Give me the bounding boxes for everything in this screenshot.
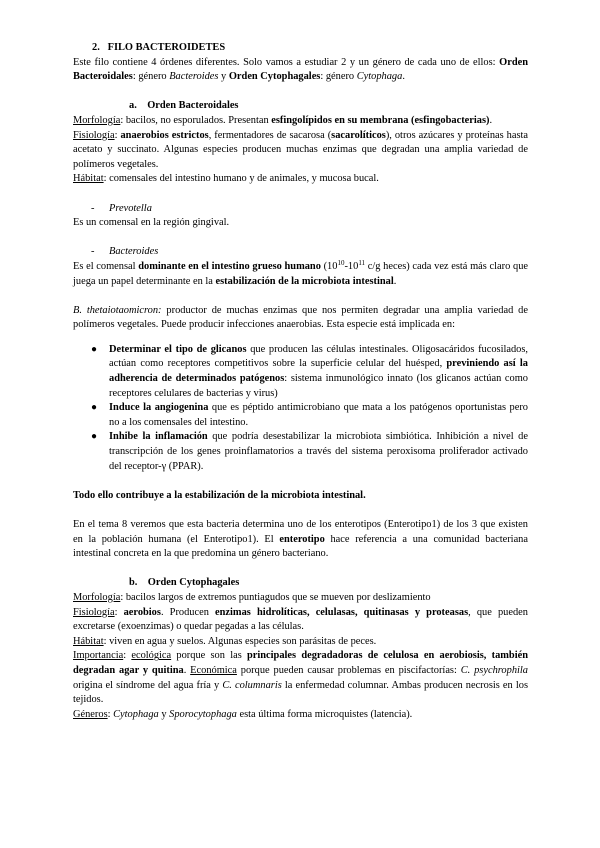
text: -10 <box>344 260 359 272</box>
bold-text: Induce la angiogenina <box>109 402 209 414</box>
superscript: 10 <box>337 258 345 267</box>
thetaiotaomicron-paragraph <box>73 304 528 333</box>
bold-text: enterotipo <box>279 533 325 545</box>
cytophagales-fisiologia <box>73 606 528 635</box>
bold-text: anaerobios estrictos <box>120 129 209 141</box>
bold-text: estabilización de la microbiota intestinal <box>215 275 394 287</box>
bullet-icon: ● <box>91 431 98 443</box>
genus-name: Prevotella <box>109 202 152 214</box>
text: que producen las células intestinales. Oligosacáridos fucosilados, actúan como receptores competitivos sobre la superficie celular del huésped, <box>109 343 528 370</box>
text: : <box>123 650 132 662</box>
text: que es péptido antimicrobiano que mata a los patógenos oportunistas pero no a los comensales del intestino. <box>109 402 528 428</box>
label-fisiologia: Fisiología <box>73 129 115 141</box>
text: . <box>489 114 493 126</box>
bold-text: enzimas hidrolíticas, celulasas, quitinasas y proteasas <box>215 606 469 618</box>
text: porque pueden causar problemas en piscifactorías: <box>236 664 461 676</box>
species-name: B. thetaiotaomicron: <box>73 304 162 316</box>
bullet-icon: ● <box>91 402 98 414</box>
species-name: C. columnaris <box>222 679 282 691</box>
genus-name: Sporocytophaga <box>169 708 237 720</box>
list-item-text <box>109 430 528 474</box>
section-heading <box>92 41 528 56</box>
intro-text: y <box>218 71 229 83</box>
document-page <box>73 41 528 722</box>
subsection-heading-cytophagales <box>129 576 528 591</box>
species-name: C. psychrophila <box>460 664 528 676</box>
intro-paragraph <box>73 56 528 85</box>
superscript: 11 <box>358 258 366 267</box>
subsection-letter: b. <box>129 577 138 589</box>
section-number: 2. <box>92 42 100 53</box>
bullet-icon: ● <box>91 343 98 355</box>
bold-text: previniendo así la adherencia de determinados patógenos <box>109 358 528 385</box>
intro-genus-cytophaga: Cytophaga <box>356 71 403 83</box>
text: : sistema inmunológico innato (los glicanos actúan como receptores celulares de bacterias y virus) <box>109 373 528 399</box>
text: , que pueden excretarse (exoenzimas) o quedar pegadas a las células. <box>73 606 528 633</box>
cytophagales-habitat <box>73 635 528 650</box>
bacteroides-description <box>73 260 528 289</box>
subsection-title: Orden Cytophagales <box>147 577 240 589</box>
section-title: FILO BACTEROIDETES <box>107 42 226 53</box>
text: y <box>158 708 170 720</box>
text: origina el síndrome del agua fría y <box>73 679 223 691</box>
list-item <box>91 343 528 401</box>
label-habitat: Hábitat <box>73 173 104 185</box>
enterotipo-paragraph <box>73 518 528 562</box>
underlined-text: ecológica <box>131 650 172 662</box>
dash-marker: - <box>91 246 95 258</box>
cytophagales-importancia <box>73 649 528 707</box>
text: : <box>114 606 124 618</box>
list-item <box>91 430 528 474</box>
text: : <box>107 708 114 720</box>
subsection-letter: a. <box>129 100 137 112</box>
dash-marker: - <box>91 202 95 214</box>
bold-text: aerobios <box>123 606 161 618</box>
cytophagales-morfologia <box>73 591 528 606</box>
text: . Producen <box>160 606 216 618</box>
text: productor de muchas enzimas que nos permiten degradar una amplia variedad de polímeros vegetales. Puede producir infecciones anaerobias. Esta especie está implicada en: <box>73 304 528 331</box>
intro-genus-bacteroides: Bacteroides <box>169 71 219 83</box>
label-morfologia: Morfología <box>73 591 121 603</box>
label-generos: Géneros <box>73 708 108 720</box>
bold-text: Inhibe la inflamación <box>109 431 208 443</box>
subsection-heading-bacteroidales <box>129 99 528 114</box>
label-importancia: Importancia <box>73 650 124 662</box>
text: , fermentadores de sacarosa ( <box>208 129 332 141</box>
bold-text: esfingolípidos en su membrana (esfingobacterias) <box>271 114 490 126</box>
bacteroidales-morfologia <box>73 114 528 129</box>
conclusion <box>73 489 528 504</box>
label-morfologia: Morfología <box>73 114 121 126</box>
text: hace referencia a una comunidad bacteriana intestinal concreta en la que predomina un género bacteriano. <box>73 533 528 560</box>
intro-text: . <box>402 71 405 83</box>
genus-name: Cytophaga <box>113 708 159 720</box>
bold-text: principales degradadoras de celulosa en aerobiosis, también degradan agar y quitina <box>73 650 528 676</box>
label-fisiologia: Fisiología <box>73 606 115 618</box>
text: Es el comensal <box>73 260 139 272</box>
text: que podría desestabilizar la microbiota simbiótica. Inhibición a nivel de transcripción de los genes proinflamatorios a través del sistema peroxisoma proliferador activado del receptor-γ (PPAR). <box>109 431 528 472</box>
bold-text: sacarolíticos <box>331 129 386 141</box>
text: ), otros azúcares y proteínas hasta acetato y succinato. Algunas especies producen muchas enzimas que degradan una amplia variedad de polímeros vegetales. <box>73 129 529 170</box>
underlined-text: Económica <box>190 664 237 676</box>
conclusion-text: Todo ello contribuye a la estabilización de la microbiota intestinal. <box>73 489 366 501</box>
text: la enfermedad columnar. Ambas producen necrosis en los tejidos. <box>73 679 528 706</box>
text: c/g heces) cada vez está más claro que juega un papel determinante en la <box>73 260 529 287</box>
bold-text: Determinar el tipo de glicanos <box>109 343 247 355</box>
text: : viven en agua y suelos. Algunas especies son parásitas de peces. <box>103 635 377 647</box>
intro-text: : género <box>132 71 170 83</box>
genus-name: Bacteroides <box>109 246 159 258</box>
list-item-text <box>109 343 528 401</box>
bold-text: dominante en el intestino grueso humano <box>138 260 321 272</box>
text: esta última forma microquistes (latencia). <box>236 708 413 720</box>
prevotella-description: Es un comensal en la región gingival. <box>73 217 230 229</box>
text: : bacilos, no esporulados. Presentan <box>120 114 272 126</box>
list-item-text <box>109 401 528 430</box>
intro-text: Este filo contiene 4 órdenes diferentes. Solo vamos a estudiar 2 y un género de cada uno de ellos: <box>73 56 500 68</box>
bacteroidales-habitat <box>73 172 528 187</box>
text: : comensales del intestino humano y de animales, y mucosa bucal. <box>103 173 379 185</box>
text: . <box>393 275 397 287</box>
bacteroidales-fisiologia <box>73 129 528 173</box>
label-habitat: Hábitat <box>73 635 104 647</box>
list-item <box>91 401 528 430</box>
text: : bacilos largos de extremos puntiagudos que se mueven por deslizamiento <box>120 591 431 603</box>
text: En el tema 8 veremos que esta bacteria determina uno de los enterotipos (Enterotipo1) de los 3 que existen en la población humana (el Enterotipo1). El <box>73 519 528 545</box>
text: porque son las <box>171 650 247 662</box>
text: : <box>114 129 121 141</box>
text: . <box>183 664 191 676</box>
intro-order-bacteroidales: Orden Bacteroidales <box>73 56 528 83</box>
text: (10 <box>320 260 338 272</box>
subsection-title: Orden Bacteroidales <box>147 100 239 112</box>
intro-text: : género <box>320 71 357 83</box>
genus-item-prevotella <box>91 202 528 217</box>
intro-order-cytophagales: Orden Cytophagales <box>228 71 321 83</box>
genus-item-bacteroides <box>91 245 528 260</box>
cytophagales-generos <box>73 708 528 723</box>
implication-list <box>73 343 528 474</box>
